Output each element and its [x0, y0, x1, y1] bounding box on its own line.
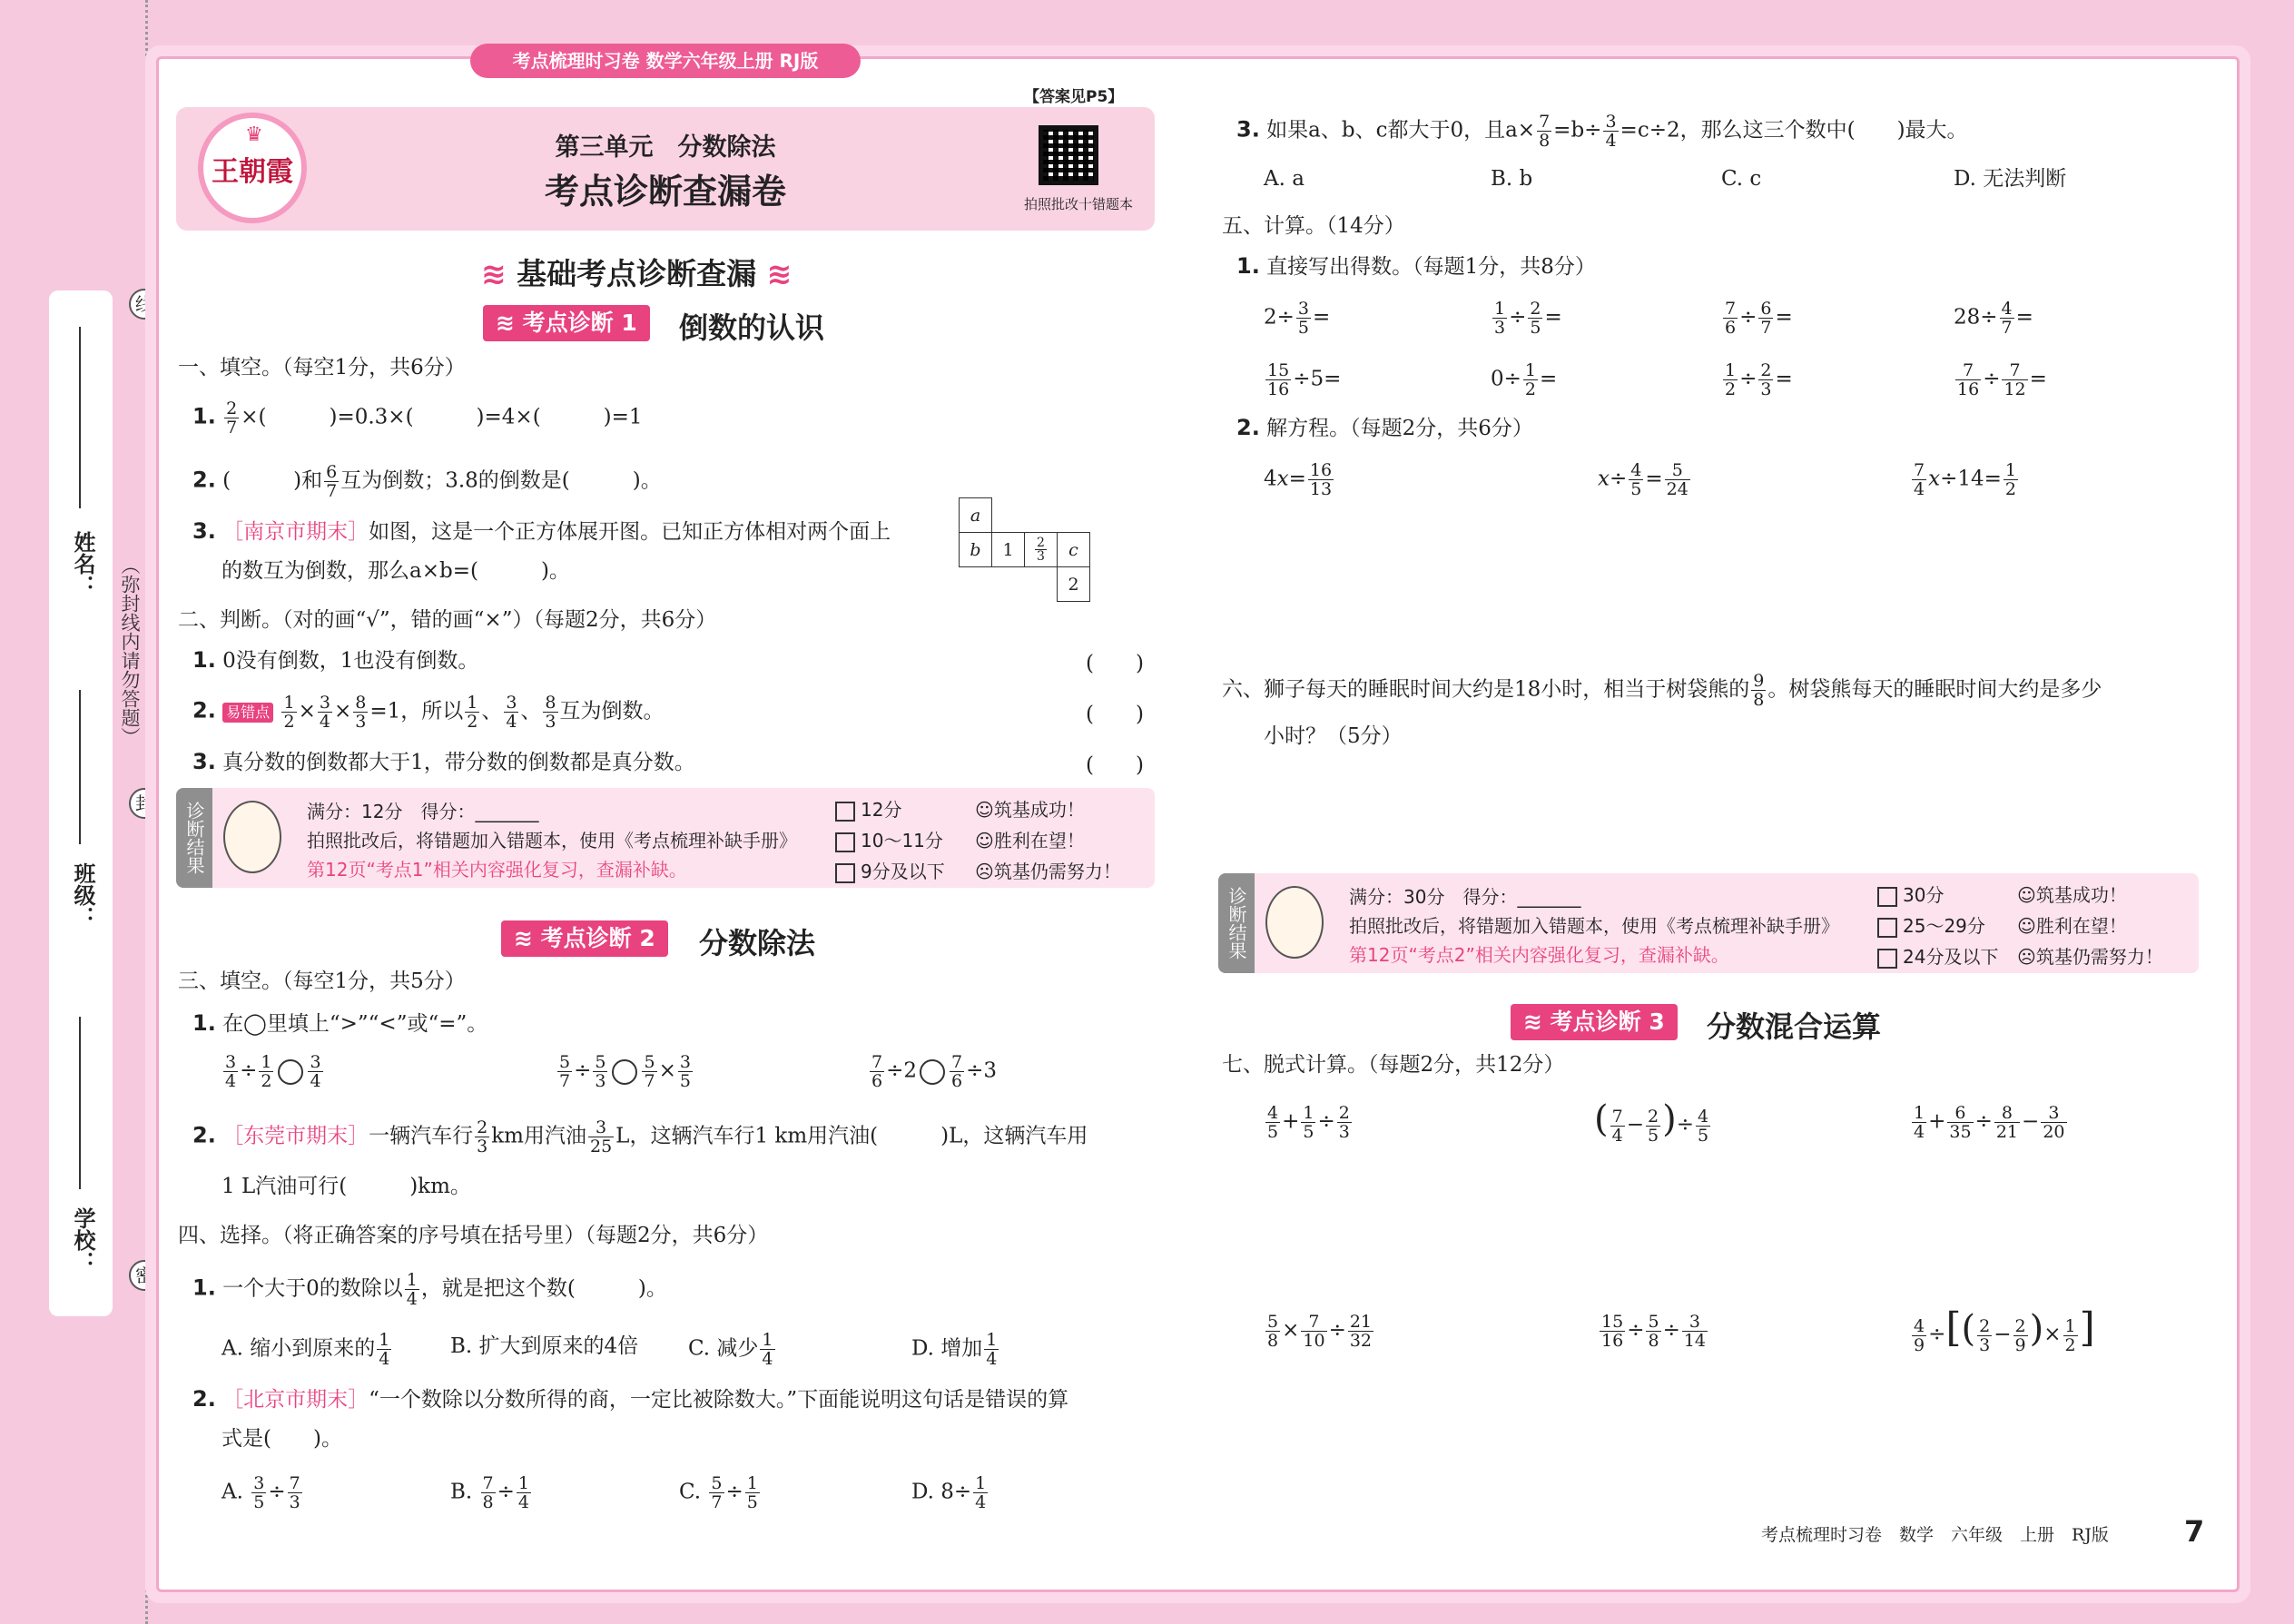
option-full[interactable]: 30分	[1877, 881, 1944, 907]
topic-title-3: 分数混合运算	[1707, 1009, 1882, 1044]
question-1-3: 3. ［南京市期末］如图，这是一个正方体展开图。已知正方体相对两个面上	[192, 518, 891, 544]
page-footer: 考点梳理时习卷 数学 六年级 上册 RJ版	[1761, 1525, 2109, 1545]
answer-paren-2-2[interactable]: ( )	[1086, 703, 1144, 726]
option-low[interactable]: 24分及以下	[1877, 942, 1998, 969]
oral-7: $\frac{1}{2}$ ÷ $\frac{2}{3}$ =	[1725, 360, 1793, 399]
class-line[interactable]	[79, 690, 81, 844]
option-mid[interactable]: 10～11分	[835, 826, 943, 852]
question-3-3: 3. 如果a、b、c都大于0，且a× $\frac{7}{8}$ =b÷ $\frac{3}{4}$ =c÷2，那么这三个数中( )最大。	[1236, 112, 1968, 151]
girl-avatar-icon	[223, 801, 281, 873]
compare-3: $\frac{7}{6}$ ÷2 $\frac{7}{6}$ ÷3	[871, 1052, 997, 1091]
page-number: 7	[2184, 1514, 2205, 1549]
mixed-5: $\frac{15}{16}$ ÷ $\frac{5}{8}$ ÷ $\frac{3}{14}$	[1601, 1312, 1707, 1351]
oral-5: $\frac{15}{16}$ ÷5=	[1267, 360, 1342, 399]
result-1: ☺筑基成功！	[975, 799, 1085, 821]
series-banner: 考点梳理时习卷 数学六年级上册 RJ版	[470, 44, 861, 78]
diagnosis-advice: 拍照批改后，将错题加入错题本，使用《考点梳理补缺手册》	[307, 830, 797, 851]
result-2: ☺胜利在望！	[2017, 915, 2127, 937]
diagnosis-reference: 第12页“考点2”相关内容强化复习，查漏补缺。	[1349, 944, 1729, 966]
equation-1: 4x= $\frac{16}{13}$	[1264, 460, 1333, 499]
qr-caption: 拍照批改十错题本	[1023, 196, 1133, 212]
section-6-heading: 六、狮子每天的睡眠时间大约是18小时，相当于树袋熊的 $\frac{9}{8}$ 。树袋熊每天的睡眠时间大约是多少	[1222, 671, 2102, 710]
compare-1: $\frac{3}{4}$ ÷ $\frac{1}{2}$ $\frac{3}{4}$	[225, 1052, 321, 1091]
qr-code[interactable]	[1039, 125, 1098, 185]
mixed-3: $\frac{1}{4}$ + $\frac{6}{35}$ ÷ $\frac{8}{21}$ − $\frac{3}{20}$	[1914, 1103, 2065, 1142]
class-label: 班级：	[70, 862, 95, 928]
seal-char-xian: 线	[129, 289, 160, 320]
question-3-1: 1. 在◯里填上“>”“<”或“=”。	[192, 1010, 488, 1036]
question-4-1: 1. 一个大于0的数除以 $\frac{1}{4}$ ，就是把这个数( )。	[192, 1270, 667, 1309]
basic-section-heading: ≋ 基础考点诊断查漏 ≋	[481, 256, 793, 291]
diagnosis-advice: 拍照批改后，将错题加入错题本，使用《考点梳理补缺手册》	[1349, 915, 1839, 937]
section-7-heading: 七、脱式计算。（每题2分，共12分）	[1222, 1053, 1565, 1077]
seal-char-mi: 密	[129, 1260, 160, 1291]
q42-option-d[interactable]: D. 8÷ $\frac{1}{4}$	[911, 1473, 987, 1512]
name-label: 姓名：	[70, 531, 95, 596]
question-3-2: 2. ［东莞市期末］一辆汽车行 $\frac{2}{3}$ km用汽油 $\frac{3}{25}$ L，这辆汽车行1 km用汽油( )L，这辆汽车用	[192, 1117, 1088, 1156]
diagnosis-box-1	[176, 788, 1155, 888]
unit-header	[176, 107, 1155, 231]
seal-note: （弥封线内请勿答题）	[119, 556, 141, 746]
oral-3: $\frac{7}{6}$ ÷ $\frac{6}{7}$ =	[1725, 299, 1793, 338]
section-6-line2: 小时？（5分）	[1264, 724, 1403, 748]
mixed-4: $\frac{5}{8}$ × $\frac{7}{10}$ ÷ $\frac{21}{32}$	[1267, 1312, 1373, 1351]
result-3: ☹筑基仍需努力！	[975, 861, 1121, 882]
section-5-heading: 五、计算。（14分）	[1222, 214, 1405, 238]
equation-2: x÷ $\frac{4}{5}$ = $\frac{5}{24}$	[1598, 460, 1689, 499]
section-2-heading: 二、判断。（对的画“√”，错的画“×”）（每题2分，共6分）	[178, 608, 717, 632]
paper-title: 考点诊断查漏卷	[544, 172, 786, 212]
question-5-1: 1. 直接写出得数。（每题1分，共8分）	[1236, 253, 1596, 279]
question-2-3: 3. 真分数的倒数都大于1，带分数的倒数都是真分数。	[192, 749, 695, 774]
q42-option-a[interactable]: A. $\frac{3}{5}$ ÷ $\frac{7}{3}$	[222, 1473, 300, 1512]
q42-option-c[interactable]: C. $\frac{5}{7}$ ÷ $\frac{1}{5}$	[679, 1473, 758, 1512]
question-5-2: 2. 解方程。（每题2分，共6分）	[1236, 415, 1533, 440]
q41-option-d[interactable]: D. 增加 $\frac{1}{4}$	[911, 1330, 998, 1369]
diagnosis-side-label: 诊断结果	[1218, 873, 1255, 973]
unit-title: 第三单元 分数除法	[555, 133, 776, 162]
q33-option-d[interactable]: D. 无法判断	[1954, 167, 2067, 191]
topic-tag-3: ≋ 考点诊断 3	[1511, 1004, 1678, 1040]
answer-reference: 【答案见P5】	[1024, 88, 1124, 106]
section-3-heading: 三、填空。（每空1分，共5分）	[178, 969, 466, 993]
diagnosis-box-2	[1218, 873, 2199, 973]
question-3-2-line2: 1 L汽油可行( )km。	[222, 1175, 471, 1198]
result-3: ☹筑基仍需努力！	[2017, 946, 2163, 968]
answer-paren-2-3[interactable]: ( )	[1086, 753, 1144, 777]
mixed-2: ( $\frac{7}{4}$ − $\frac{2}{5}$ )÷ $\frac{4}{5}$	[1594, 1098, 1709, 1146]
diagnosis-side-label: 诊断结果	[176, 788, 212, 888]
diagnosis-reference: 第12页“考点1”相关内容强化复习，查漏补缺。	[307, 859, 687, 881]
topic-title-2: 分数除法	[699, 926, 816, 960]
cube-net: a b 1 $\frac{2}{3}$ c 2	[959, 497, 1090, 602]
topic-title-1: 倒数的认识	[679, 310, 825, 345]
question-2-2: 2. 易错点 $\frac{1}{2}$ × $\frac{3}{4}$ × $\frac{8}{3}$ =1，所以 $\frac{1}{2}$ 、 $\frac{3}{4}$ 、 $\frac{8}{3}$ 互为倒数。	[192, 693, 665, 732]
oral-2: $\frac{1}{3}$ ÷ $\frac{2}{5}$ =	[1494, 299, 1562, 338]
oral-8: $\frac{7}{16}$ ÷ $\frac{7}{12}$ =	[1957, 360, 2047, 399]
question-1-1: 1. $\frac{2}{7}$ ×( )=0.3×( )=4×( )=1	[192, 399, 643, 438]
diagnosis-score: 满分：12分 得分：_______	[307, 801, 539, 822]
result-1: ☺筑基成功！	[2017, 884, 2127, 906]
diagnosis-score: 满分：30分 得分：_______	[1349, 886, 1581, 908]
q33-option-b[interactable]: B. b	[1491, 167, 1533, 191]
question-4-2-line2: 式是( )。	[222, 1427, 342, 1451]
oral-1: 2÷ $\frac{3}{5}$ =	[1264, 299, 1331, 338]
school-line[interactable]	[79, 1017, 81, 1189]
oral-6: 0÷ $\frac{1}{2}$ =	[1491, 360, 1558, 399]
q41-option-c[interactable]: C. 减少 $\frac{1}{4}$	[688, 1330, 773, 1369]
school-label: 学校：	[70, 1207, 95, 1273]
answer-paren-2-1[interactable]: ( )	[1086, 652, 1144, 675]
option-low[interactable]: 9分及以下	[835, 857, 945, 883]
equation-3: $\frac{7}{4}$ x÷14= $\frac{1}{2}$	[1914, 460, 2016, 499]
question-1-3-line2: 的数互为倒数，那么a×b=( )。	[222, 559, 570, 583]
question-2-1: 1. 0没有倒数，1也没有倒数。	[192, 647, 479, 673]
option-mid[interactable]: 25～29分	[1877, 911, 1985, 938]
q33-option-c[interactable]: C. c	[1721, 167, 1762, 191]
q41-option-b[interactable]: B. 扩大到原来的4倍	[450, 1334, 639, 1358]
name-line[interactable]	[79, 327, 81, 508]
mixed-6: $\frac{4}{9}$ ÷[( $\frac{2}{3}$ − $\frac{2}{9}$ )× $\frac{1}{2}$ ]	[1914, 1304, 2095, 1355]
question-4-2: 2. ［北京市期末］“一个数除以分数所得的商，一定比被除数大。”下面能说明这句话是错误的算	[192, 1386, 1069, 1412]
result-2: ☺胜利在望！	[975, 830, 1085, 851]
q41-option-a[interactable]: A. 缩小到原来的 $\frac{1}{4}$	[222, 1330, 390, 1369]
topic-tag-2: ≋ 考点诊断 2	[501, 920, 668, 957]
question-1-2: 2. ( )和 $\frac{6}{7}$ 互为倒数；3.8的倒数是( )。	[192, 462, 662, 501]
q42-option-b[interactable]: B. $\frac{7}{8}$ ÷ $\frac{1}{4}$	[450, 1473, 529, 1512]
option-full[interactable]: 12分	[835, 795, 901, 822]
section-1-heading: 一、填空。（每空1分，共6分）	[178, 356, 466, 379]
q33-option-a[interactable]: A. a	[1264, 167, 1305, 191]
compare-2: $\frac{5}{7}$ ÷ $\frac{5}{3}$ $\frac{5}{7}$ × $\frac{3}{5}$	[559, 1052, 691, 1091]
seal-char-feng: 封	[129, 788, 160, 819]
section-4-heading: 四、选择。（将正确答案的序号填在括号里）（每题2分，共6分）	[178, 1224, 769, 1247]
oral-4: 28÷ $\frac{4}{7}$ =	[1954, 299, 2033, 338]
mixed-1: $\frac{4}{5}$ + $\frac{1}{5}$ ÷ $\frac{2}{3}$	[1267, 1103, 1350, 1142]
student-info-strip	[49, 290, 113, 1316]
topic-tag-1: ≋ 考点诊断 1	[483, 305, 650, 341]
girl-avatar-icon	[1265, 886, 1324, 959]
brand-logo: ♛ 王朝霞	[198, 113, 307, 223]
